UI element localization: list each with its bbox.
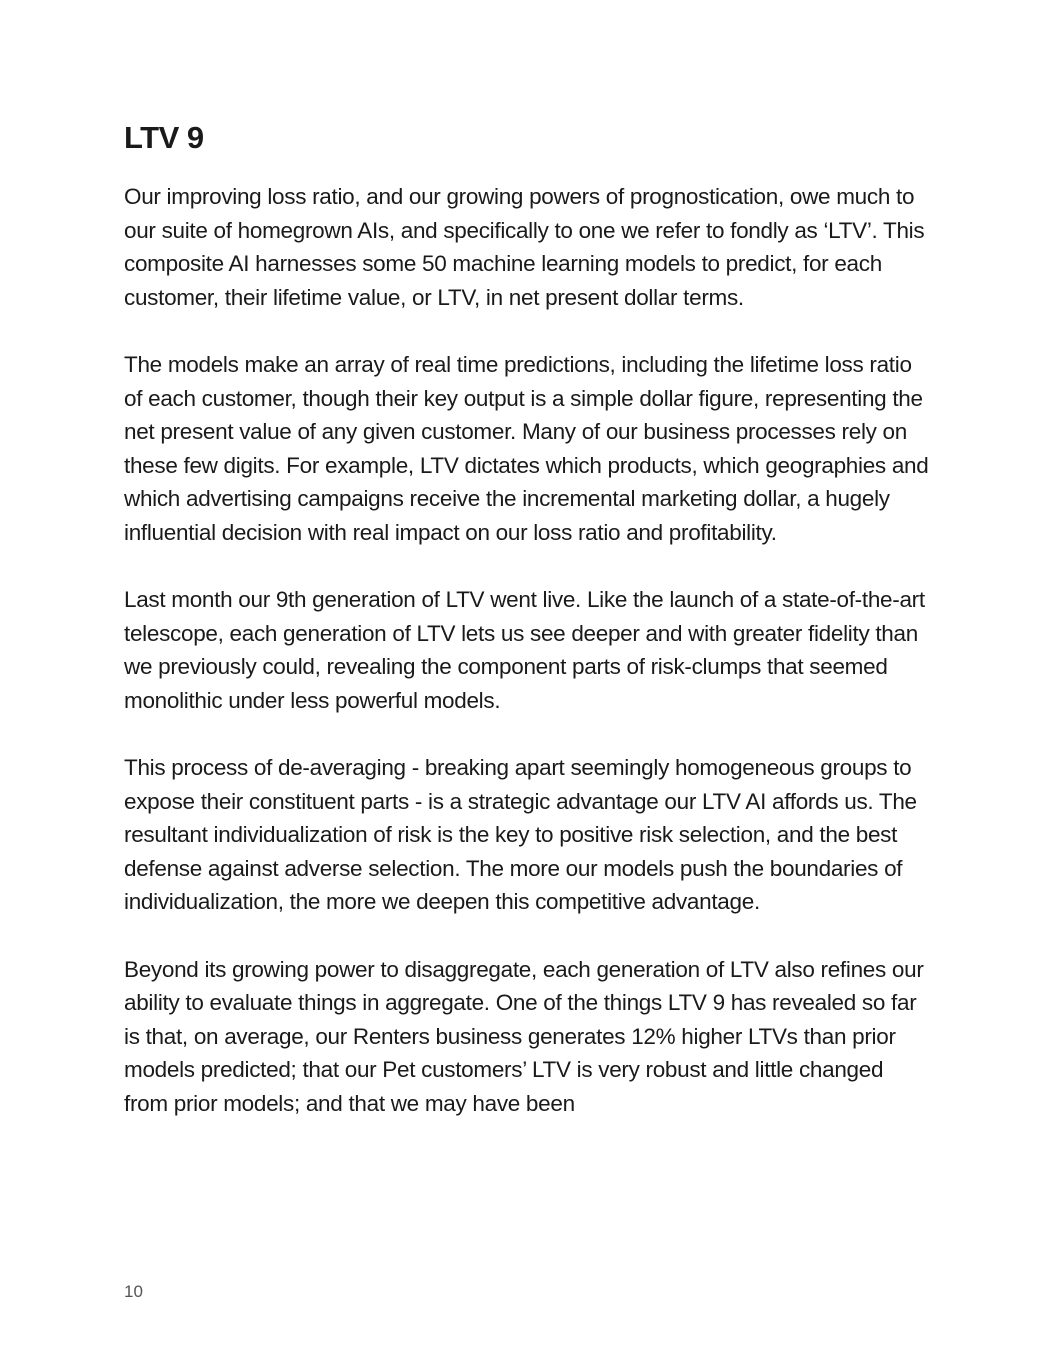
paragraph-de-averaging: This process of de-averaging - breaking apart seemingly homogeneous groups to expose their constituent parts - is a strategic advantage our LTV AI affords us. The resultant individualization of risk is the key to positive risk selection, and the best defense against adverse selection. The more our models push the boundaries of individualization, the more we deepen this competitive advantage. — [124, 755, 917, 915]
paragraph-ltv9-launch: Last month our 9th generation of LTV went live. Like the launch of a state-of-the-art telescope, each generation of LTV lets us see deeper and with greater fidelity than we previously could, revealing the component parts of risk-clumps that seemed monolithic under less powerful models. — [124, 587, 925, 713]
paragraph-ltv-intro: Our improving loss ratio, and our growing powers of prognostication, owe much to our suite of homegrown AIs, and specifically to one we refer to fondly as ‘LTV’. This composite AI harnesses some 50 machine learning models to predict, for each customer, their lifetime value, or LTV, in net present dollar terms. — [124, 184, 925, 310]
paragraph-model-predictions: The models make an array of real time predictions, including the lifetime loss ratio of each customer, though their key output is a simple dollar figure, representing the net present value of any given customer. Many of our business processes rely on these few digits. For example, LTV dictates which products, which geographies and which advertising campaigns receive the incremental marketing dollar, a hugely influential decision with real impact on our loss ratio and profitability. — [124, 351, 929, 545]
page-number: 10 — [124, 1282, 143, 1301]
page-title: LTV 9 — [124, 120, 204, 155]
document-page — [124, 118, 932, 1154]
paragraph-aggregate-evaluation: Beyond its growing power to disaggregate, each generation of LTV also refines our ability to evaluate things in aggregate. One of the things LTV 9 has revealed so far is that, on average, our Renters business generates 12% higher LTVs than prior models predicted; that our Pet customers’ LTV is very robust and little changed from prior models; and that we may have been — [124, 956, 924, 1117]
